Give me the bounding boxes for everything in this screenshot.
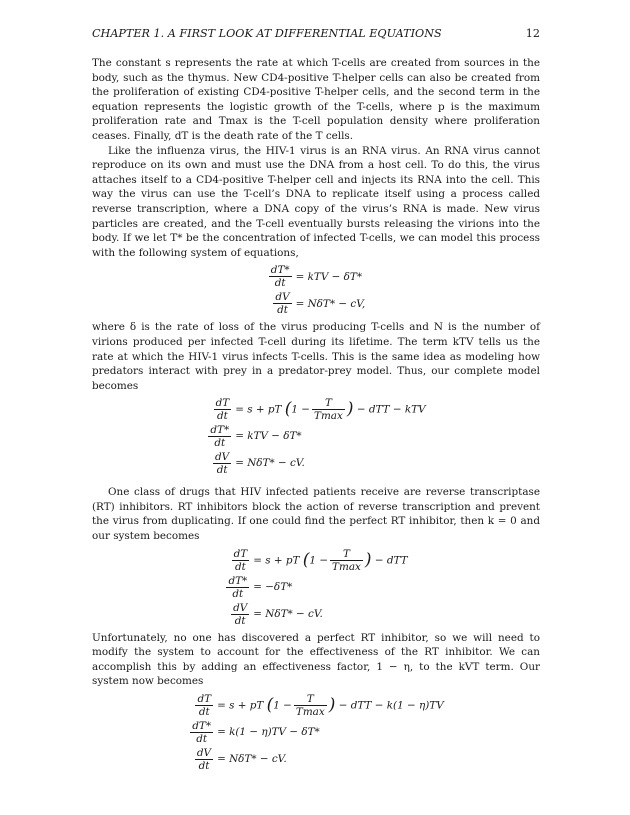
fraction-numerator: T (330, 548, 363, 561)
body-text (92, 56, 540, 776)
paragraph-2: Like the influenza virus, the HIV-1 virus is an RNA virus. An RNA virus cannot reproduce on its own and must use the DNA from a host cell. To do this, the virus attaches itself to a CD4-positive T-helper cell and injects its RNA into the cell. This way the virus can use the T-cell’s DNA to replicate itself using a process called reverse transcription, where a DNA copy of the virus’s RNA is made. New virus particles are created, and the T-cell eventually bursts releasing the virions into the body. If we let T* be the concentration of infected T-cells, we can model this process with the following system of equations, (92, 144, 540, 259)
page-number: 12 (525, 27, 540, 40)
equation-system-1 (92, 263, 540, 317)
derivative-denominator: dt (216, 410, 228, 423)
equation-row (188, 719, 443, 746)
derivative-numerator: dV (215, 451, 230, 464)
equation-rhs-part: − dTT − k(1 − η)TV (338, 699, 444, 712)
equation-rhs-part: = s + pT (253, 554, 300, 567)
equation-row (206, 423, 425, 450)
equation-row (188, 746, 443, 773)
derivative-numerator: dV (233, 601, 248, 614)
derivative-numerator: dT (233, 547, 248, 560)
derivative-denominator: dt (198, 760, 210, 773)
fraction-numerator: T (294, 693, 327, 706)
paragraph-4: One class of drugs that HIV infected patients receive are reverse transcriptase (RT) inhibitors. RT inhibitors block the action of reverse transcription and prevent the virus from duplicating. If one could find the perfect RT inhibitor, then k = 0 and our system becomes (92, 486, 540, 543)
equation-rhs-part: − dTT − kTV (356, 403, 426, 416)
equation-row: $\frac{dT}{dt}$ = s + pT (1 − $\frac{T}{Tmax}$ ) − dTT (233, 547, 408, 573)
derivative-numerator: dT (215, 397, 230, 410)
equation-rhs-part: = s + pT (235, 403, 282, 416)
derivative-numerator: dT* (210, 424, 230, 437)
chapter-title: CHAPTER 1. A FIRST LOOK AT DIFFERENTIAL EQUATIONS (92, 27, 442, 40)
derivative-numerator: dT* (270, 264, 290, 277)
derivative-denominator: dt (232, 587, 244, 600)
equation-system-2 (92, 396, 540, 477)
derivative-numerator: dT* (192, 720, 212, 733)
equation-rhs-part: 1 − (291, 403, 311, 416)
equation-row (267, 263, 365, 290)
equation-rhs-part: 1 − (309, 554, 329, 567)
derivative-numerator: dV (275, 291, 290, 304)
derivative-denominator: dt (277, 304, 288, 317)
equation-rhs-part: = s + pT (217, 699, 264, 712)
equation-row (224, 601, 407, 628)
derivative-numerator: dT* (228, 574, 248, 587)
equation-row: $\frac{dT}{dt}$ = s + pT (1 − $\frac{T}{Tmax}$ ) − dTT − k(1 − η)TV (197, 693, 444, 719)
fraction-denominator: Tmax (332, 560, 361, 573)
derivative-denominator: dt (214, 437, 226, 450)
equation-rhs: = kTV − δT* (235, 430, 302, 443)
paragraph-3: where δ is the rate of loss of the virus producing T-cells and N is the number of virions produced per infected T-cell during its lifetime. The term kTV tells us the rate at which the HIV-1 virus infects T-cells. This is the same idea as modeling how predators interact with prey in a predator-prey model. Thus, our complete model becomes (92, 321, 540, 392)
paragraph-1: The constant s represents the rate at which T-cells are created from sources in the body, such as the thymus. New CD4-positive T-helper cells can also be created from the proliferation of existing CD4-positive T-helper cells, and the second term in the equation represents the logistic growth of the T-cells, where p is the maximum proliferation rate and Tmax is the T-cell population density where proliferation ceases. Finally, dT is the death rate of the T cells. (92, 57, 540, 142)
equation-rhs-part: − dTT (374, 554, 408, 567)
derivative-numerator: dV (196, 747, 212, 760)
derivative-denominator: dt (196, 733, 208, 746)
equation-row (206, 450, 425, 477)
equation-system-4 (92, 692, 540, 773)
equation-rhs: = k(1 − η)TV − δT* (217, 726, 320, 739)
derivative-denominator: dt (274, 277, 286, 290)
equation-rhs: = NδT* − cV. (235, 457, 305, 470)
derivative-denominator: dt (198, 706, 210, 719)
equation-rhs: = NδT* − cV. (253, 607, 323, 620)
fraction-numerator: T (312, 397, 345, 410)
running-header (92, 27, 540, 41)
equation-row (267, 290, 365, 317)
derivative-denominator: dt (235, 560, 246, 573)
equation-row: $\frac{dT}{dt}$ = s + pT (1 − $\frac{T}{Tmax}$ ) − dTT − kTV (215, 397, 426, 423)
derivative-denominator: dt (216, 464, 228, 477)
equation-system-3 (92, 547, 540, 628)
equation-rhs: = NδT* − cV, (295, 297, 366, 310)
fraction-denominator: Tmax (314, 410, 343, 423)
equation-row (224, 574, 407, 601)
equation-rhs-part: 1 − (273, 699, 292, 712)
equation-rhs: = −δT* (253, 580, 293, 593)
derivative-numerator: dT (197, 693, 212, 706)
equation-rhs: = kTV − δT* (295, 270, 363, 283)
derivative-denominator: dt (234, 614, 246, 627)
equation-rhs: = NδT* − cV. (217, 753, 287, 766)
paragraph-5: Unfortunately, no one has discovered a perfect RT inhibitor, so we will need to modify the system to account for the effectiveness of the RT inhibitor. We can accomplish this by adding an effectiveness factor, 1 − η, to the kVT term. Our system now becomes (92, 631, 540, 688)
fraction-denominator: Tmax (295, 706, 325, 719)
